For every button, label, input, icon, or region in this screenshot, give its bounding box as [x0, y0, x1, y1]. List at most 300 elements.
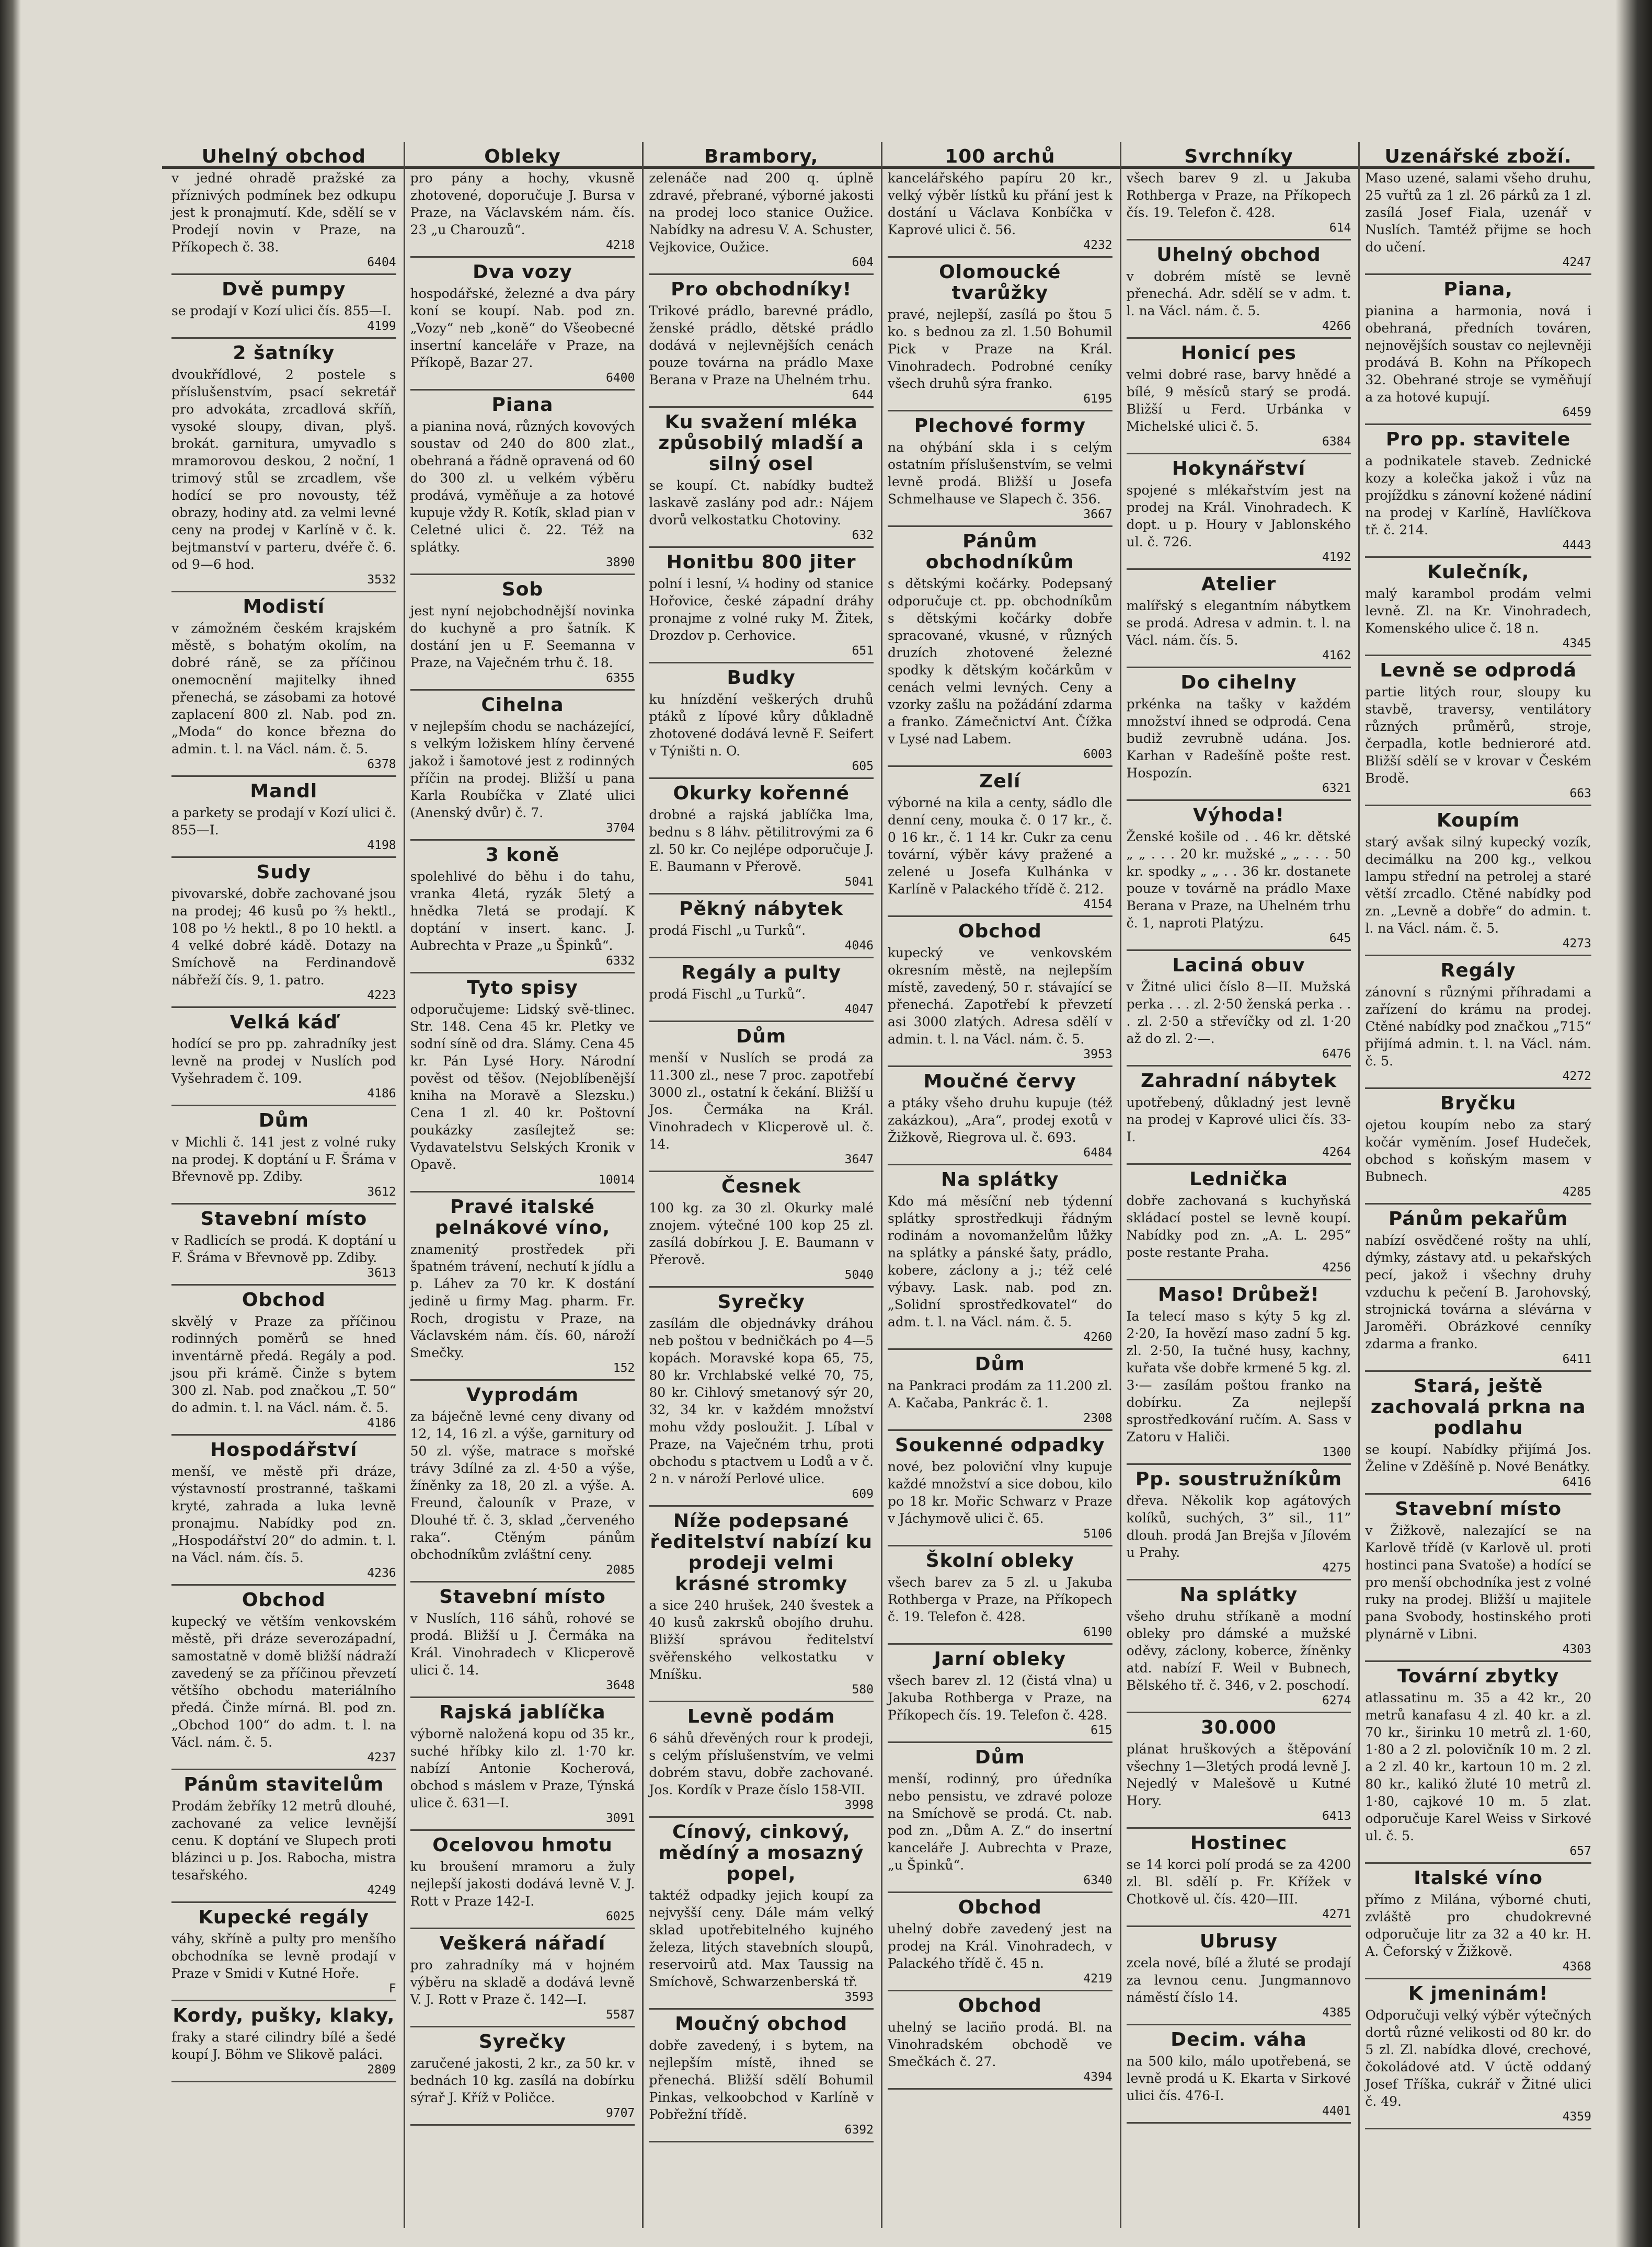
ad-number: 152 [613, 1361, 635, 1375]
classified-ad [649, 408, 874, 548]
ad-title: Dům [974, 1354, 1025, 1375]
ad-title: Veškerá nářadí [439, 1933, 606, 1954]
ad-title: Cínový, cinkový, mědíný a mosazný popel, [658, 1821, 864, 1885]
classified-ad [1365, 1979, 1591, 2129]
ad-title: Kordy, pušky, klaky, [173, 2005, 395, 2026]
ad-title: Vyprodám [466, 1384, 579, 1406]
ad-number: 4237 [367, 1751, 396, 1764]
ad-number: 6003 [1083, 748, 1112, 761]
ad-title: Hostinec [1190, 1832, 1288, 1854]
classified-ad [649, 779, 874, 895]
ad-body: upotřebený, důkladný jest levně na prodej v Kaprové ulici čís. 33-I. [1126, 1095, 1351, 1144]
ad-body: menší v Nuslích se prodá za 11.300 zl., nese 7 proc. zapotřebí 3000 zl., ostatní k čekání. Bližší u Jos. Čermáka na Král. Vinohradech v Klicperově ul. č. 14. [649, 1050, 874, 1152]
ad-title: Jarní obleky [934, 1648, 1066, 1670]
ad-body: Ženské košile od . . 46 kr. dětské „ „ . . . 20 kr. mužské „ „ . . . 50 kr. spodky „ „ . . 36 kr. dostanete pouze v továrně na prádlo Maxe Berana v Praze, na Uhelném trhu č. 1, naproti Platýzu. [1126, 829, 1351, 931]
ad-title: Obchod [958, 1897, 1042, 1918]
ad-number: 4273 [1562, 937, 1591, 950]
ad-number: 3532 [367, 573, 396, 587]
ad-number: 4186 [367, 1087, 396, 1100]
classified-ad [171, 1106, 396, 1205]
ad-title: Uhelný obchod [201, 146, 366, 167]
ad-body: dobře zavedený, i s bytem, na nejlepším místě, ihned se přenechá. Bližší sdělí Bohumil Pinkas, velkoobchod v Karlíně v Pobřežní třídě. [649, 2038, 874, 2122]
ad-title: Olomoucké tvarůžky [939, 261, 1061, 304]
ad-body: prodá Fischl „u Turků“. [649, 923, 806, 938]
classified-ad [410, 258, 635, 391]
ad-title: Dům [974, 1747, 1025, 1768]
classified-ad [888, 1991, 1112, 2090]
ad-title: Atelier [1201, 574, 1277, 595]
classified-ad [649, 2010, 874, 2142]
ad-title: Piana, [1443, 279, 1513, 300]
ad-title: Uhelný obchod [1156, 244, 1321, 266]
ad-body: atlassatinu m. 35 a 42 kr., 20 metrů kanafasu 4 zl. 40 kr. a zl. 70 kr., širinku 10 metrů zl. 1·60, 1·80 a 2 zl. polovičník 10 m. 2 zl. a 2 zl. 40 kr., kartoun 10 m. 2 zl. 80 kr., kalikó žluté 10 metrů zl. 1·80, cajkové 10 m. 5 zlat. odporučuje Karel Weiss v Sirkové ul. č. 5. [1365, 1690, 1591, 1843]
classified-ad [1365, 656, 1591, 806]
ad-number: 604 [852, 256, 874, 269]
ad-body: výborné na kila a centy, sádlo dle denní ceny, mouka č. 0 17 kr., č. 0 16 kr., č. 1 14 kr. Cukr za cenu tovární, výběr kávy pražené a zelené u Josefa Kulhánka v Karlíně v Palackého třídě č. 212. [887, 795, 1112, 897]
classified-ad [410, 1831, 635, 1929]
ad-number: 5041 [844, 875, 874, 889]
classified-ad [888, 142, 1112, 258]
classified-ad [888, 1431, 1112, 1546]
ad-body: přímo z Milána, výborné chuti, zvláště pro chudokrevné odporučuje litr za 32 a 40 kr. H. A. Čeforský v Žižkově. [1365, 1892, 1591, 1959]
ad-number: 10014 [599, 1173, 635, 1187]
ad-number: 6340 [1083, 1874, 1112, 1887]
ad-number: 6392 [844, 2123, 874, 2137]
ad-body: a sice 240 hrušek, 240 švestek a 40 kusů zakrsků obojího druhu. Bližší správou ředitelství svěřenského velkostatku v Mníšku. [649, 1598, 874, 1682]
ad-body: všech barev za 5 zl. u Jakuba Rothberga v Praze, na Příkopech č. 19. Telefon č. 428. [887, 1575, 1112, 1624]
classified-ad [1365, 1089, 1591, 1205]
ad-body: pivovarské, dobře zachované jsou na prodej; 46 kusů po ⅔ hektl., 108 po ½ hektl., 8 po 10 hektl. a 4 velké dobré kádě. Dotazy na Smíchově na Ferdinandově nábřeží čís. 9, 1. patro. [171, 886, 396, 988]
ad-title: Brambory, [704, 146, 819, 167]
ad-number: 6355 [605, 671, 635, 685]
ad-title: Do cihelny [1180, 672, 1297, 693]
ad-number: 4219 [1083, 1972, 1112, 1986]
ad-body: menší, ve městě při dráze, výstavností prostranné, taškami kryté, zahrada a luka levně pronajmu. Nabídky pod zn. „Hospodářství 20“ do admin. t. l. na Václ. nám. čís. 5. [171, 1464, 396, 1565]
ad-body: nabízí osvědčené rošty na uhlí, dýmky, zástavy atd. u pekařských pecí, jakož i všechny druhy vzduchu k pečení B. Jarohovský, strojnická továrna a slévárna v Jaroměři. Obrázkové cenníky zdarma a franko. [1365, 1233, 1591, 1351]
ad-number: 6411 [1562, 1352, 1591, 1366]
ad-number: 3593 [844, 1990, 874, 2004]
ad-body: 100 kg. za 30 zl. Okurky malé znojem. výtečné 100 kop 25 zl. zasílá dobírkou J. E. Baumann v Přerově. [649, 1200, 874, 1267]
ad-title: Pp. soustružníkům [1135, 1469, 1343, 1490]
classified-ad [1127, 1465, 1351, 1580]
ad-body: všeho druhu stříkaně a modní obleky pro dámské a mužské oděvy, záclony, koberce, žíněnky atd. nabízí F. Weil v Bubnech, Bělského tř. č. 346, v 2. poschodí. [1126, 1609, 1351, 1693]
ad-body: na Pankraci prodám za 11.200 zl. A. Kačaba, Pankrác č. 1. [887, 1378, 1112, 1411]
ad-number: 6378 [367, 758, 396, 771]
ad-body: váhy, skříně a pulty pro menšího obchodníka se levně prodají v Praze v Smidi v Kutné Hoře. [171, 1931, 396, 1981]
ad-body: starý avšak silný kupecký vozík, decimálku na 200 kg., velkou lampu střední na petrolej a staré větší zrcadlo. Ctěné nabídky pod zn. „Levně a dobře“ do admin. t. l. na Václ. nám. č. 5. [1365, 834, 1591, 936]
classified-ad [1127, 240, 1351, 339]
classified-ad [888, 258, 1112, 411]
ad-number: 6274 [1322, 1694, 1351, 1707]
ad-title: Kupecké regály [198, 1907, 370, 1928]
classified-ad [171, 1770, 396, 1903]
ad-title: Sob [501, 579, 544, 600]
ad-number: 4266 [1322, 319, 1351, 333]
ad-number: 4285 [1562, 1185, 1591, 1199]
classified-ad [888, 1645, 1112, 1743]
classified-ad [410, 1583, 635, 1698]
classified-ad [888, 1893, 1112, 1991]
ad-number: 4186 [367, 1416, 396, 1430]
ad-title: Výhoda! [1192, 805, 1285, 826]
ad-title: Mandl [250, 781, 318, 802]
ad-body: všech barev zl. 12 (čistá vlna) u Jakuba Rothberga v Praze, na Příkopech čís. 19. Telefon č. 428. [887, 1673, 1112, 1723]
ad-number: 4401 [1322, 2104, 1351, 2118]
ad-title: 2 šatníky [233, 342, 335, 364]
ad-title: Regály a pulty [681, 962, 842, 983]
ad-number: 4198 [367, 839, 396, 852]
ad-body: fraky a staré cilindry bílé a šedé koupí J. Böhm ve Slikově paláci. [171, 2030, 396, 2062]
ad-body: uhelný se laciño prodá. Bl. na Vinohradském obchodě ve Smečkách č. 27. [887, 2020, 1112, 2069]
ad-body: nové, bez poloviční vlny kupuje každé množství a sice dobou, kilo po 18 kr. Mořic Schwarz v Praze v Jáchymově ulici č. 65. [887, 1459, 1112, 1526]
ad-number: 3704 [605, 821, 635, 835]
ad-number: 6025 [605, 1910, 635, 1923]
ad-body: v zámožném českém krajském městě, s bohatým okolím, na dobré ráně, se za příčinou onemocnění majitelky ihned přenechá, se zásobami za hotové zaplacení 800 zl. Nab. pod zn. „Moda“ do konce března do admin. t. l. na Václ. nám. č. 5. [171, 621, 396, 756]
classified-ad [1127, 1280, 1351, 1465]
ad-number: 4271 [1322, 1908, 1351, 1921]
classified-ad [1127, 1713, 1351, 1829]
ad-title: Moučný obchod [675, 2013, 848, 2035]
classified-ad [888, 767, 1112, 917]
ad-title: Dům [736, 1026, 787, 1047]
classified-ad [649, 1022, 874, 1172]
ad-body: v dobrém místě se levně přenechá. Adr. sdělí se v adm. t. l. na Václ. nám. č. 5. [1126, 269, 1351, 318]
ad-title: Dvě pumpy [222, 279, 346, 300]
classified-ad [649, 142, 874, 275]
classified-ad [171, 1286, 396, 1436]
classified-ad [410, 1381, 635, 1583]
ad-number: 4443 [1562, 538, 1591, 552]
ad-number: 2308 [1083, 1412, 1112, 1425]
ad-body: odporučujeme: Lidský svě-tlinec. Str. 148. Cena 45 kr. Pletky ve sodní síně od dra. Slámy. Cena 45 kr. Pán Lysé Hory. Národní pověst od těšov. (Nejoblíbenější kniha na Moravě a Slezsku.) Cena 1 zl. 40 kr. Poštovní poukázky zasílejtež se: Vydavatelstvu Selských Kronik v Opavě. [410, 1002, 635, 1172]
ad-body: pro pány a hochy, vkusně zhotovené, doporučuje J. Bursa v Praze, na Václavském nám. čís. 23 „u Charouzů“. [410, 170, 635, 237]
ad-title: Decim. váha [1171, 2029, 1307, 2050]
ad-number: 4260 [1083, 1331, 1112, 1344]
classified-ad [171, 1008, 396, 1106]
ad-title: Regály [1440, 960, 1516, 981]
ad-number: 3953 [1083, 1048, 1112, 1061]
ad-number: 6190 [1083, 1625, 1112, 1639]
classified-ad [888, 917, 1112, 1067]
classified-ad [171, 1586, 396, 1770]
classified-ad [1127, 668, 1351, 801]
classified-ad [1365, 1662, 1591, 1864]
ad-body: taktéž odpadky jejich koupí za nejvyšší ceny. Dále mám velký sklad upotřebitelného kujného železa, litých stavebních sloupů, reservoirů atd. Max Taussig na Smíchově, Schwarzenberská tř. [649, 1888, 874, 1989]
ad-body: v Žižkově, nalezající se na Karlově třídě (v Karlově ul. proti hostinci pana Svatoše) a hodící se pro menší obchodníka jest z volné ruky na prodej. Bližší u majitele pana Svobody, hostinského proti plynárně v Libni. [1365, 1523, 1591, 1642]
ad-title: Obchod [958, 1995, 1042, 2016]
ad-body: zelenáče nad 200 q. úplně zdravé, přebrané, výborné jakosti na prodej loco stanice Oužice. Nabídky na adresu V. A. Schuster, Vejkovice, Oužice. [649, 170, 874, 255]
ad-number: F [388, 1982, 396, 1996]
ad-number: 6400 [605, 371, 635, 385]
ad-body: pianina a harmonia, nová i obehraná, předních továren, nejnovějších soustav co nejlevněji prodává B. Kohn na Příkopech 32. Obehrané stroje se vyměňují a za hotové kupují. [1365, 303, 1591, 405]
ad-title: Tovární zbytky [1397, 1666, 1559, 1687]
ad-body: v Nuslích, 116 sáhů, rohové se prodá. Bližší u J. Čermáka na Král. Vinohradech v Klicperově ulici č. 14. [410, 1611, 635, 1678]
ad-title: Sudy [256, 862, 312, 883]
ad-number: 4236 [367, 1566, 396, 1580]
ad-body: prodá Fischl „u Turků“. [649, 987, 806, 1002]
ad-body: ku hnízdění veškerých druhů ptáků z lípové kůry důkladně zhotovené dodává levně F. Seifert v Týništi n. O. [649, 692, 874, 759]
ad-number: 4154 [1083, 898, 1112, 911]
ad-title: Obchod [242, 1289, 326, 1311]
ad-title: Pánům stavitelům [183, 1774, 384, 1795]
ad-body: se prodají v Kozí ulici čís. 855—I. [171, 303, 392, 318]
classified-ad [410, 973, 635, 1193]
ad-body: 6 sáhů dřevěných rour k prodeji, s celým příslušenstvím, ve velmi dobrém stavu, dobře zachované. Jos. Kordík v Praze číslo 158-VII. [649, 1730, 874, 1797]
ad-title: Pěkný nábytek [679, 898, 844, 920]
ad-body: zaručené jakosti, 2 kr., za 50 kr. v bednách 10 kg. zasílá na dobírku sýrař J. Kříž v Poličce. [410, 2056, 635, 2105]
ad-title: Obchod [958, 921, 1042, 942]
ad-title: Modistí [243, 596, 325, 617]
ad-title: Velká káď [230, 1012, 338, 1033]
ad-title: Syrečky [478, 2031, 567, 2053]
classified-ad [171, 858, 396, 1008]
ad-title: Soukenné odpadky [895, 1435, 1105, 1456]
classified-ad [1127, 1580, 1351, 1713]
ad-title: Honicí pes [1181, 342, 1297, 364]
ad-title: Kulečník, [1427, 561, 1530, 583]
ad-title: Moučné červy [923, 1071, 1077, 1092]
ad-title: 100 archů [945, 146, 1056, 167]
classified-ad [649, 1818, 874, 2010]
ad-title: Plechové formy [914, 415, 1086, 437]
ad-number: 580 [852, 1683, 874, 1696]
ad-number: 3890 [605, 556, 635, 569]
ad-title: Níže podepsané ředitelství nabízí ku prodeji velmi krásné stromky [650, 1510, 873, 1595]
ad-title: Honitbu 800 jiter [666, 552, 856, 573]
ad-title: Okurky kořenné [673, 783, 850, 804]
ad-number: 645 [1329, 932, 1351, 945]
ad-number: 651 [852, 644, 874, 658]
ad-title: Budky [727, 667, 796, 689]
ad-title: Dva vozy [473, 261, 572, 283]
classified-ad [410, 2027, 635, 2126]
ad-body: ku broušení mramoru a žuly nejlepší jakosti dodává levně V. J. Rott v Praze 142-I. [410, 1859, 635, 1909]
classified-ad [410, 691, 635, 841]
column-5 [1121, 142, 1360, 2228]
ad-body: všech barev 9 zl. u Jakuba Rothberga v Praze, na Příkopech čís. 19. Telefon č. 428. [1126, 170, 1351, 220]
classified-ad [171, 142, 396, 275]
column-6 [1360, 142, 1599, 2228]
ad-body: Maso uzené, salami všeho druhu, 25 vuřtů za 1 zl. 26 párků za 1 zl. zasílá Josef Fiala, uzenář v Nuslích. Tamtéž přijme se hoch do učení. [1365, 170, 1591, 255]
ad-number: 6459 [1562, 406, 1591, 419]
ad-title: Stavební místo [1395, 1498, 1562, 1520]
classified-ad [1365, 806, 1591, 956]
classified-ad [410, 1698, 635, 1831]
ad-body: zasílám dle objednávky dráhou neb poštou v bedničkách po 4—5 kopách. Moravské kopa 65, 75, 80 kr. Vrchlabské velké 70, 75, 80 kr. Cihlový smetanový sýr 20, 32, 34 kr. v každém množství mohu vždy posloužit. J. Líbal v Praze, na Vaječném trhu, proti obchodu s ptactvem u Lodů a v č. 2 n. v nároží Perlové ulice. [649, 1316, 874, 1486]
ad-number: 4345 [1562, 637, 1591, 650]
ad-body: menší, rodinný, pro úředníka nebo pensistu, ve zdravé poloze na Smíchově se prodá. Ct. nab. pod zn. „Dům A. Z.“ do insertní kanceláře J. Aubrechta v Praze, „u Špinků“. [887, 1771, 1112, 1873]
ad-number: 4199 [367, 319, 396, 333]
classified-ad [1127, 1067, 1351, 1165]
ad-title: Dům [258, 1110, 309, 1131]
ad-body: spojené s mlékařstvím jest na prodej na Král. Vinohradech. K dopt. u p. Houry v Jablonského ul. č. 726. [1126, 483, 1351, 549]
ad-number: 4047 [844, 1003, 874, 1016]
ad-title: Italské víno [1414, 1867, 1543, 1889]
ad-number: 6404 [367, 256, 396, 269]
classified-ad [1365, 1372, 1591, 1495]
ad-body: se koupí. Nabídky přijímá Jos. Želine v Zděšíně p. Nové Benátky. [1365, 1442, 1591, 1474]
classified-ad [649, 895, 874, 958]
ad-title: Česnek [721, 1176, 801, 1197]
ad-number: 4368 [1562, 1960, 1591, 1974]
ad-body: polní i lesní, ¼ hodiny od stanice Hořovice, české západní dráhy pronajme z volné ruky M. Žitek, Drozdov p. Cerhovice. [649, 576, 874, 643]
ad-body: dřeva. Několik kop agátových kolíků, suchých, 3” sil., 11” dlouh. prodá Jan Brejša v Jílovém u Prahy. [1126, 1493, 1351, 1560]
classified-ad [888, 1546, 1112, 1645]
ad-body: na 500 kilo, málo upotřebená, se levně prodá u K. Ekarta v Sirkové ulici čís. 476-I. [1126, 2054, 1351, 2103]
ad-body: malý karambol prodám velmi levně. Zl. na Kr. Vinohradech, Komenského ulice č. 18 n. [1365, 586, 1591, 636]
ad-body: zánovní s různými příhradami a zařízení do krámu na prodej. Ctěné nabídky pod značkou „715“ přijímá admin. t. l. na Václ. nám. č. 5. [1365, 984, 1591, 1069]
ad-title: Tyto spisy [467, 977, 578, 999]
ad-body: dvoukřídlové, 2 postele s příslušenstvím, psací sekretář pro advokáta, zrcadlová skříň, vysoké sloupy, divan, plyš. brokát. garnitura, umyvadlo s mramorovou deskou, 2 noční, 1 trimový stůl se zrcadlem, vše hodící se pro novousty, též obrazy, hodiny atd. za velmi levné ceny na prodej v Karlíně v č. k. bejtmanství v parteru, dvéře č. 6. od 9—6 hod. [171, 367, 396, 572]
classified-ad [1365, 558, 1591, 656]
ad-number: 609 [852, 1487, 874, 1501]
ad-body: uhelný dobře zavedený jest na prodej na Král. Vinohradech, v Palackého třídě č. 45 n. [887, 1921, 1112, 1971]
ad-number: 6476 [1322, 1047, 1351, 1061]
ad-number: 6332 [605, 954, 635, 968]
ad-body: s dětskými kočárky. Podepsaný odporučuje ct. pp. obchodníkům s dětskými kočárky dobře spracované, vkusné, v různých druzích zhotovené železné spodky k dětským kočárkům v cenách velmi levných. Ceny a vzorky zašlu na požádání zdarma a franko. Zámečnictví Ant. Čížka v Lysé nad Labem. [887, 576, 1112, 747]
ad-number: 663 [1569, 787, 1591, 800]
ad-number: 4223 [367, 989, 396, 1002]
ad-body: výborně naložená kopu od 35 kr., suché hříbky kilo zl. 1·70 kr. nabízí Antonie Kocherová, obchod s máslem v Praze, Týnská ulice č. 631—I. [410, 1726, 635, 1810]
classified-ad [649, 663, 874, 779]
ad-title: Pro pp. stavitele [1386, 429, 1571, 450]
classified-ad [888, 1067, 1112, 1165]
ad-body: skvělý v Praze za příčinou rodinných poměrů se hned inventárně předá. Regály a pod. jsou při krámě. Činže s bytem 300 zl. Nab. pod značkou „T. 50“ do admin. t. l. na Václ. nám. č. 5. [171, 1314, 396, 1415]
ad-body: plánat hruškových a štěpování všechny 1—3letých prodá levně J. Nejedlý v Malešově u Kutné Hory. [1126, 1741, 1351, 1808]
classified-ad [1365, 425, 1591, 558]
ad-number: 3648 [605, 1679, 635, 1692]
classified-ad [410, 1193, 635, 1381]
ad-body: na ohýbání skla i s celým ostatním příslušenstvím, se velmi levně prodá. Bližší u Josefa Schmelhause ve Slapech č. 356. [887, 440, 1112, 507]
classified-ad [1365, 1205, 1591, 1372]
ad-title: Stavební místo [439, 1586, 606, 1608]
ad-title: Ku svažení mléka způsobilý mladší a silný osel [658, 411, 864, 475]
ad-body: Kdo má měsíční neb týdenní splátky sprostředkuji řádným rodinám a novomanželům lůžky na splátky a pánské šaty, prádlo, kobere, záclony a j.; též celé výbavy. Lask. nab. pod zn. „Solidní sprostředkovatel“ do adm. t. l. na Václ. nám. č. 5. [887, 1194, 1112, 1329]
ad-body: Prodám žebříky 12 metrů dlouhé, zachované za velice levnější cenu. K doptání ve Slupech proti blázinci u p. Jos. Rabocha, mistra tesařského. [171, 1798, 396, 1883]
classified-ad [410, 841, 635, 973]
classified-ad [1365, 142, 1591, 275]
ad-title: Zahradní nábytek [1140, 1070, 1337, 1092]
classified-ad [649, 1507, 874, 1702]
ad-number: 4264 [1322, 1145, 1351, 1159]
ad-title: Levně se odprodá [1380, 660, 1577, 681]
ad-number: 4275 [1322, 1561, 1351, 1575]
ad-number: 5106 [1083, 1527, 1112, 1541]
ad-title: Bryčku [1440, 1093, 1517, 1114]
ad-title: Koupím [1437, 810, 1520, 831]
ad-number: 4272 [1562, 1070, 1591, 1083]
ad-body: a pianina nová, různých kovových soustav od 240 do 800 zlat., obehraná a řádně opravená od 60 do 300 zl. u velkém výběru prodává, vyměňuje a za hotové kupuje vždy R. Kotík, sklad pian v Celetné ulici č. 22. Též na splátky. [410, 419, 635, 555]
scan-edge-left [0, 0, 21, 2247]
ad-body: se 14 korci polí prodá se za 4200 zl. Bl. sdělí p. Fr. Křížek v Chotkově ul. čís. 420—III. [1126, 1857, 1351, 1907]
classified-ad [410, 1929, 635, 2027]
ad-title: 3 koně [485, 844, 560, 866]
ad-title: Obleky [484, 146, 561, 167]
ad-body: kancelářského papíru 20 kr., velký výběr lístků ku přání jest k dostání u Václava Konbíčka v Kaprové ulici č. 56. [887, 170, 1112, 237]
ad-title: Školní obleky [925, 1550, 1074, 1572]
column-3 [644, 142, 882, 2228]
ad-number: 4192 [1322, 551, 1351, 564]
ad-title: Svrchníky [1184, 146, 1293, 167]
ad-body: prkénka na tašky v každém množství ihned se odprodá. Cena budiž zevrubně udána. Jos. Karhan v Radešíně pošte rest. Hospozín. [1126, 696, 1351, 781]
ad-number: 614 [1329, 221, 1351, 235]
classified-ad [171, 592, 396, 777]
classified-ad [888, 411, 1112, 527]
classified-ad [1365, 1495, 1591, 1662]
classified-ad [1127, 570, 1351, 668]
classified-ad [171, 1903, 396, 2001]
ad-title: Ubrusy [1199, 1931, 1278, 1952]
ad-body: drobné a rajská jablíčka lma, bednu s 8 láhv. pětilitrovými za 6 zl. 50 kr. Co nejlépe odporučuje J. E. Baumann v Přerově. [649, 807, 874, 874]
ad-body: partie litých rour, sloupy ku stavbě, traversy, ventilátory různých průměrů, stroje, čerpadla, kotle bednieroré atd. Bližší sdělí se v krovar v Českém Brodě. [1365, 684, 1591, 786]
classified-ad [1365, 1864, 1591, 1979]
classified-ad [888, 1165, 1112, 1350]
ad-title: Maso! Drůbež! [1157, 1284, 1320, 1305]
classified-ad [888, 1743, 1112, 1893]
ad-number: 3667 [1083, 508, 1112, 521]
classified-ad [888, 1350, 1112, 1431]
ad-number: 4249 [367, 1884, 396, 1897]
ad-body: dobře zachovaná s kuchyňská skládací postel se levně koupí. Nabídky pod zn. „A. L. 295“ poste restante Praha. [1126, 1193, 1351, 1260]
classified-ad [171, 1205, 396, 1286]
classified-ad [410, 391, 635, 575]
classified-ad [649, 1172, 874, 1288]
classified-ad [1127, 1927, 1351, 2025]
ad-title: Pánům obchodníkům [925, 531, 1074, 573]
ad-body: a podnikatele staveb. Zednické kozy a kolečka jakož i vůz na projíždku s zánovní kožené nádiní na prodej v Karlíně, Havlíčkova tř. č. 214. [1365, 453, 1591, 537]
ad-number: 615 [1091, 1724, 1112, 1737]
ad-body: hodící se pro pp. zahradníky jest levně na prodej v Nuslích pod Vyšehradem č. 109. [171, 1036, 396, 1086]
ad-title: Pravé italské pelnákové víno, [434, 1196, 611, 1239]
ad-number: 5040 [844, 1268, 874, 1282]
ad-number: 6484 [1083, 1146, 1112, 1160]
ad-body: za báječně levné ceny divany od 12, 14, 16 zl. a výše, garnitury od 50 zl. výše, matrace s mořské trávy 3dílné za zl. 4·50 a výše, žíněnky za 18, 20 zl. a výše. A. Freund, čalouník v Praze, v Dlouhé tř. č. 3, sklad „červeného raka“. Ctěným pánům obchodníkům zvláštní ceny. [410, 1409, 635, 1562]
ad-body: hospodářské, železné a dva páry koní se koupí. Nab. pod zn. „Vozy“ neb „koně“ do Všeobecné insertní kanceláře v Praze, na Příkopě, Bazar 27. [410, 286, 635, 370]
ad-body: Odporučuji velký výběr výtečných dortů různé velikosti od 80 kr. do 5 zl. Zl. nabídka dlové, crechové, čokoládové atd. V úctě oddaný Josef Tříška, cukrář v Žitné ulici č. 49. [1365, 2008, 1591, 2109]
classified-ad [171, 275, 396, 339]
ad-body: v nejlepším chodu se nacházející, s velkým ložiskem hlíny červené jakož i šamotové jest z rodinných příčin na prodej. Bližší u pana Karla Roubíčka v Zlaté ulici (Anenský dvůr) č. 7. [410, 719, 635, 820]
ad-body: pravé, nejlepší, zasílá po štou 5 ko. s bednou za zl. 1.50 Bohumil Pick v Praze na Král. Vinohradech. Podrobné ceníky všech druhů sýra franko. [887, 307, 1112, 391]
ad-title: Piana [491, 394, 554, 416]
classified-ad [649, 1288, 874, 1507]
classified-ad [171, 1436, 396, 1586]
ad-number: 3613 [367, 1266, 396, 1280]
classified-ad [1127, 2025, 1351, 2124]
ad-body: spolehlivé do běhu i do tahu, vranka 4letá, ryzák 5letý a hnědka 7letá se prodají. K doptání v insert. kanc. J. Aubrechta v Praze „u Špinků“. [410, 869, 635, 953]
ad-number: 9707 [605, 2106, 635, 2120]
ad-number: 2085 [605, 1563, 635, 1577]
ad-number: 4218 [605, 238, 635, 252]
ad-number: 4232 [1083, 238, 1112, 252]
ad-number: 3612 [367, 1185, 396, 1199]
ad-number: 1300 [1322, 1446, 1351, 1459]
ad-number: 6413 [1322, 1809, 1351, 1823]
classified-ad [1127, 454, 1351, 570]
classified-ad [410, 142, 635, 258]
ad-title: Lednička [1189, 1168, 1288, 1190]
ad-title: Uzenářské zboží. [1384, 146, 1572, 167]
classified-ad [649, 958, 874, 1022]
ad-body: pro zahradníky má v hojném výběru na skladě a dodává levně V. J. Rott v Praze č. 142—I. [410, 1957, 635, 2007]
ad-number: 3091 [605, 1812, 635, 1825]
classified-ad [649, 1702, 874, 1818]
ad-number: 4162 [1322, 649, 1351, 662]
classified-ad [1127, 1165, 1351, 1280]
classified-ad [649, 548, 874, 663]
ad-number: 6321 [1322, 782, 1351, 795]
classified-ad [171, 339, 396, 592]
ad-body: malířský s elegantním nábytkem se prodá. Adresa v admin. t. l. na Václ. nám. čís. 5. [1126, 598, 1351, 648]
